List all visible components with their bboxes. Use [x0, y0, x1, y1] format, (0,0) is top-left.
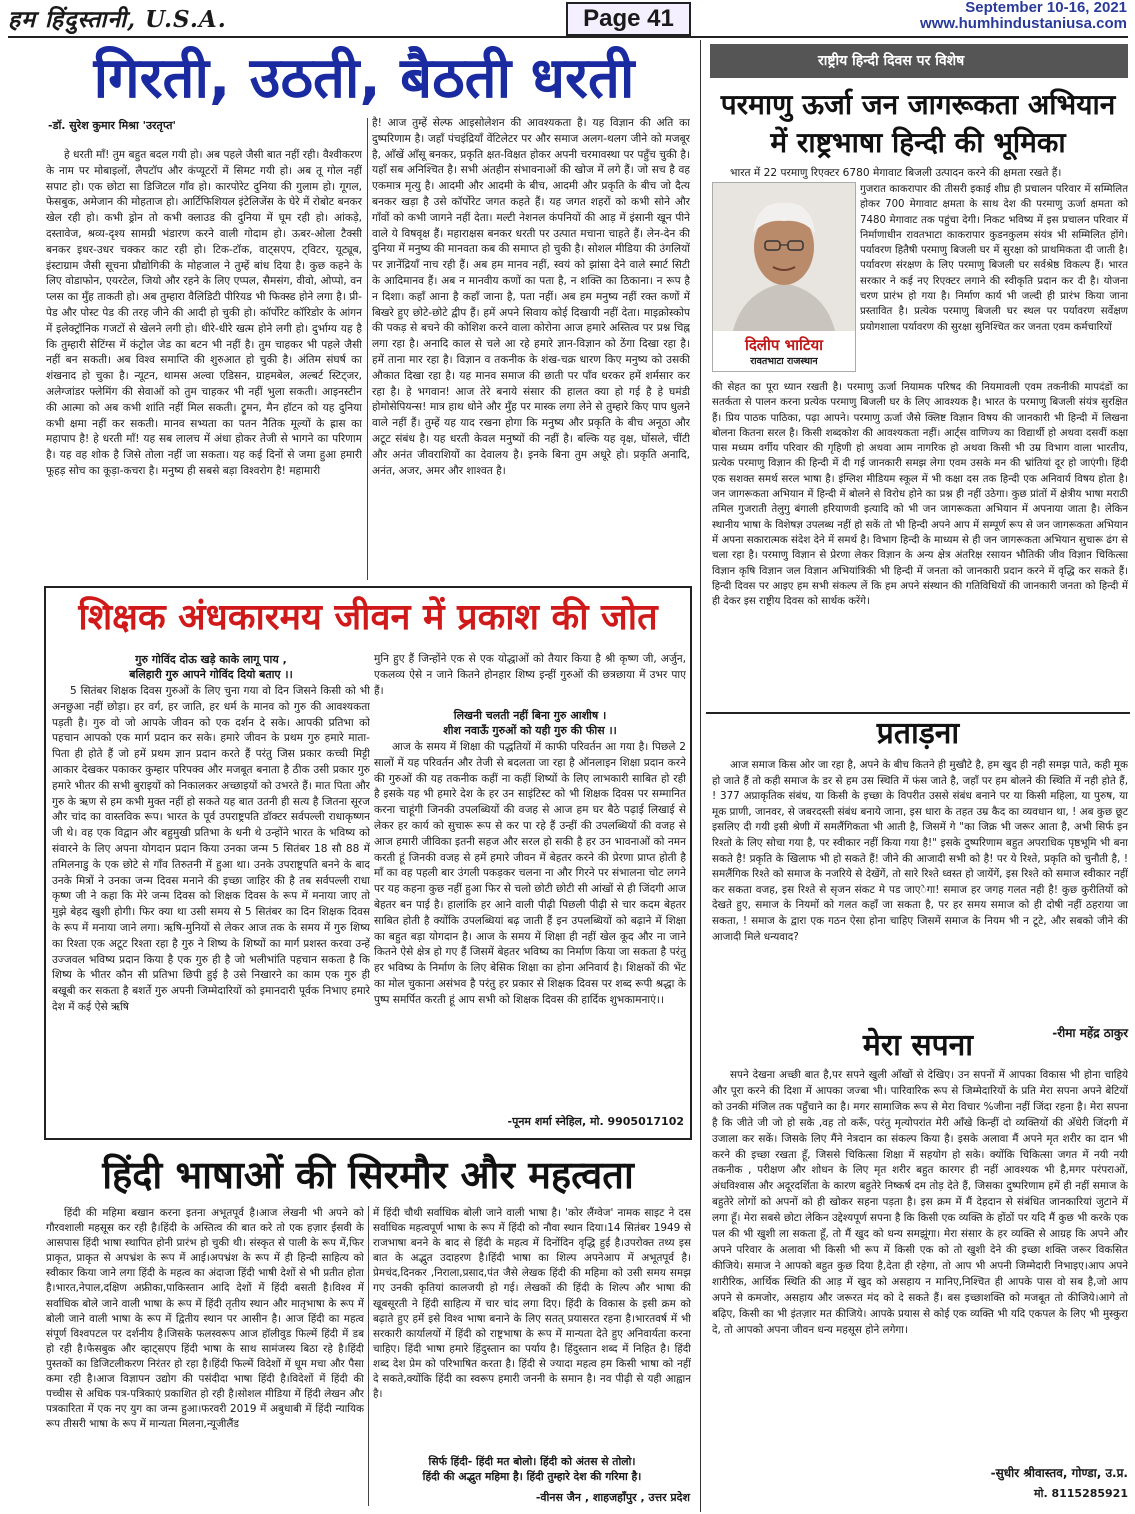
- slogan-line2: हिंदी की अद्भुत महिमा है। हिंदी तुम्हारे देश की गरिमा है।: [422, 1470, 642, 1483]
- slogan: [373, 1454, 691, 1484]
- article5-headline: प्रताड़ना: [876, 716, 960, 751]
- photo-caption-place: रावतभाटा राजस्थान: [750, 356, 818, 367]
- article6-author: -सुधीर श्रीवास्तव, गोण्डा, उ.प्र.: [990, 1466, 1128, 1480]
- article2-headline: शिक्षक अंधकारमय जीवन में प्रकाश की जोत: [78, 597, 658, 638]
- article3-col1: [46, 1206, 364, 1510]
- couplet-line1: गुरु गोविंद दोऊ खड़े काके लागू पाय ,: [135, 653, 287, 666]
- author-photo: [713, 183, 855, 331]
- couplet-line2: बलिहारी गुरु आपने गोविंद दियो बताए ।।: [129, 668, 293, 681]
- masthead-rule: [8, 36, 1128, 38]
- article5-text: आज समाज किस ओर जा रहा है, अपने के बीच कितने ही मुखौटे है, हम खुद ही नही समझ पाते, कही मूक हो जाते हैं तो कही समाज के डर से हम उस स्थिति में फंस जाते है, जहाँ पर हम बोलने की स्थिति में नही होते हैं, ! 377 अप्राकृतिक संबंध, या किसी के इच्छा के विपरीत उससे संबंध बनाने पर या किसी महिला, या पुरुष, या मूक प्राणी, जानवर, से जबरदस्ती संबंध बनाये जाना, इस धारा के तहत उम्र कैद का व्यवधान था, ! अब कुछ छूट इसलिए दी गयी इसी श्रेणी में समलैंगिकता भी आती है, जिसमें गे "का जिक्र भी जरूर आता है, अभी सिर्फ इन रिश्तो के लिए सोचा गया है, पर स्वीकार नहीं किया गया है!" इसके दुष्परिणाम बहुत अपराधिक पृष्ठभूमि भी बना सकते है! प्रकृति के खिलाफ भी हो सकते हैं! जीने की आजादी सभी को है! पर ये रिश्ते, प्रकृति को चुनौती है, ! समलैंगिक रिश्ते को समाज के नजरिये से देखेंगें, तो सारे रिश्ते ध्वस्त हो जायेंगें, इस रिश्ते को समाज स्वीकार नहीं कर सकता वजह, इस रिश्ते से सृजन संकट मे पड जाएेगा! समाज हर जगह गलत नही है! कुछ कुरीतियों को देखते हुए, समाज के नियमों को गलत कहाँ जा सकता है, पर हर समय समाज को ही दोषी नहीं ठहराया जा सकता, ! समाज के द्वारा एक गठन ऐसा होना चाहिए जिसमें समाज के नियम भी न टूटे, और सबको जीने की आजादी मिले धन्यवाद?: [712, 759, 1128, 943]
- article4-headline-line1: परमाणु ऊर्जा जन जागरूकता अभियान: [720, 88, 1116, 121]
- article4-side: [860, 182, 1128, 380]
- article4-body-text: की सेहत का पूरा ध्यान रखती है। परमाणु ऊर्जा नियामक परिषद की नियमावली एवम तकनीकी मापदंडों का सतर्कता से पालन करना प्रत्येक परमाणु बिजली घर के लिए आवश्यक है। भारत के परमाणु बिजली संयंत्र सुरक्षित हैं। प्रिय पाठक पाठिका, पढ़ा आपने। परमाणु ऊर्जा जैसे क्लिष्ट विज्ञान विषय की जानकारी भी हिन्दी में लिखना बोलना कितना सरल है। किसी शब्दकोश की आवश्यकता नहीं। आर्ट्स वाणिज्य का विद्यार्थी हो अथवा दसवीं कक्षा पास मध्यम वर्गीय परिवार की गृहिणी हो अथवा आम नागरिक हो अथवा किसी भी उम्र विभाग वाला भारतीय, प्रत्येक परमाणु विज्ञान की हिन्दी में दी गई जानकारी समझ लेगा एवम उसके मन की भ्रांतियां दूर हो जाएंगी। हिंदी एक सशक्त समर्थ सरल भाषा है। इंग्लिश मीडियम स्कूल में भी कक्षा दस तक हिन्दी एक अनिवार्य विषय होता है। जन जागरूकता अभियान में हिन्दी में बोलने से विरोध होने का प्रश्न ही नहीं उठेगा। कुछ प्रांतों में क्षेत्रीय भाषा मराठी तमिल गुजराती तेलुगु बंगाली हरियाणवी इत्यादि को भी जन जागरूकता अभियान में अपनाया जाता है। लेकिन स्थानीय भाषा के विशेषज्ञ उपलब्ध नहीं हो सकें तो भी हिन्दी अपने आप में सम्पूर्ण रूप से जन जागरूकता अभियान में अपना सकारात्मक संदेश देने में समर्थ है। विभाग हिन्दी के माध्यम से ही जन जागरूकता अभियान सुचारू ढंग से चला रहा है। परमाणु विज्ञान से प्रेरणा लेकर विज्ञान के अन्य क्षेत्र अंतरिक्ष रसायन भौतिकी जीव विज्ञान चिकित्सा विज्ञान कृषि विज्ञान जल विज्ञान अभियांत्रिकी भी हिन्दी में जनता को जानकारी प्रदान करने में वृद्धि कर सकते हैं। हिन्दी दिवस पर आइए हम सभी संकल्प लें कि हम अपने संस्थान की गतिविधियों की जानकारी जनता को हिन्दी में ही देकर इस राष्ट्रीय दिवस को सार्थक करेंगे।: [712, 382, 1128, 608]
- article4-headline-line2: में राष्ट्रभाषा हिन्दी की भूमिका: [770, 126, 1066, 159]
- article1-author: -डॉ. सुरेश कुमार मिश्रा 'उरतृप्त': [48, 119, 176, 132]
- article2-author: -पूनम शर्मा स्नेहिल, मो. 9905017102: [507, 1115, 684, 1128]
- article5-author: -रीमा महेंद्र ठाकुर: [1052, 1026, 1128, 1040]
- author-photo-frame: [712, 182, 856, 372]
- article2-col1: [52, 684, 370, 1132]
- article4-banner: राष्ट्रीय हिन्दी दिवस पर विशेष: [710, 44, 1128, 78]
- article1-text1: हे धरती माँ! तुम बहुत बदल गयी हो। अब पहले जैसी बात नहीं रही। वैश्वीकरण के नाम पर मोबाइलों, लैपटॉप और कंप्यूटरों में सिमट गयी हो। अब तू गोल नहीं सपाट हो। एक छोटा सा डिजिटल गाँव हो। कारपोरेट दुनिया की गुलाम हो। गूगल, फेसबुक, अमेजान की मोहताज हो। आर्टिफिशियल इंटेलिजेंस के घेरे में रोबोट बनकर खेल रही हो। कभी ड्रोन तो कभी क्लाउड की दुनिया में घूम रही हो। आंकड़े, दस्तावेज, श्रव्य-दृश्य सामग्री भंडारण करने वाली गोदाम हो। ऊबर-ओला टैक्सी बनकर इधर-उधर चक्कर काट रही हो। टिक-टॉक, वाट्सएप, ट्विटर, यूट्यूब, इंस्टाग्राम जैसी सूचना प्रौद्योगिकी के मोहजाल ने तुम्हें बांध दिया है। कुछ कहने के लिए वोडाफोन, एयरटेल, जियो और रहने के लिए एप्पल, सैमसंग, वीवो, ओप्पो, वन प्लस का मुँह ताकती हो। अब तुम्हारा वैलिडिटी पीरियड भी फिक्स्ड होने लगा है। प्री-पेड और पोस्ट पेड की तरह जीने की आदी हो चुकी हो। कॉर्पोरेट कॉरिडोर के आंगन में इलेक्ट्रॉनिक गजटों से खेलने लगी हो। धीरे-धीरे खत्म होने लगी हो। दुर्भाग्य यह है कि तुम्हारी सेटिंग्स में कंट्रोल जेड का बटन भी नहीं है। तुम चाहकर भी पहले जैसी नहीं बन सकती। अब विश्व समाप्ति की शुरुआत हो चुकी है। अंतिम संघर्ष का शंखनाद हो चुका है। न्यूटन, थामस अल्वा एडिसन, ग्राहमबेल, अल्बर्ट स्टिट्जर, अलेग्जांडर फ्लेमिंग की सेवाओं को तुम चाहकर भी नहीं भुला सकती। आइनस्टीन की आत्मा को अब कभी शांति नहीं मिल सकती। ट्रूमन, मैन हॉटन को यह दुनिया कभी क्षमा नहीं कर सकती। मानव सभ्यता का पतन नैतिक मूल्यों के ह्रास का महापाप है! हे धरती माँ! यह सब लालच में अंधा होकर तेजी से भागने का परिणाम है। यह वह शोक है जिसे तोला नहीं जा सकता। यह कई दिनों से जमा हुआ हमारी फूहड़ सोच का कूड़ा-कचरा है। मनुष्य ही सबसे बड़ा विश्वरोग है! महामारी: [46, 149, 362, 477]
- page-number: Page 41: [566, 2, 691, 36]
- couplet: [52, 652, 370, 682]
- article1-text2: है! आज तुम्हें सेल्फ आइसोलेशन की आवश्यकता है। यह विज्ञान की अति का दुष्परिणाम है। जहाँ पंचइंद्रियाँ वेंटिलेटर पर और समाज अलग-थलग जीने को मजबूर है, आँखें आँसू बनकर, प्रकृति क्षत-विक्षत होकर अपनी चरमावस्था पर पहुँच चुकी है। यहाँ सब अनिश्चित है। सभी अंतहीन संभावनाओं की खोज में लगे हैं। जो सच है वह एकमात्र मृत्यु है। आदमी और आदमी के बीच, आदमी और प्रकृति के बीच जो दैत्य बनकर खड़ा है उसे कॉर्पोरेट जगत कहते हैं। यह जगत शहरों को कभी सोने और गाँवों को कभी जागने नहीं देता। मल्टी नेशनल कंपनियों की आड़ में इंसानी खून पीने वाले ये विषवृक्ष हैं। महाराक्षस बनकर धरती पर उत्पात मचाना चाहते हैं। लेन-देन की दुनिया में मनुष्य की मानवता कब की समाप्त हो चुकी है। सोशल मीडिया की उंगलियों पर ज्ञानेंद्रियाँ नाच रही हैं। अब हम मानव नहीं, स्वयं को झांसा देने वाले स्मार्ट सिटी के आदिमानव हैं। अब न मानवीय कणों का पता है, न शक्ति का ठिकाना। न रूप है न दिशा। कहाँ आना है कहाँ जाना है, पता नहीं। अब हम मनुष्य नहीं रक्त कणों में बिखरे हुए छोटे-छोटे द्वीप हैं। हमें अपने सिवाय कोई दिखायी नहीं देता। माइक्रोस्कोप की पकड़ से बचने की कोशिश करने वाला कोरोना आज हमारे अस्तित्व पर प्रश्न चिह्न लगा रहा है। अनादि काल से चले आ रहे हमारे ज्ञान-विज्ञान को ठेंगा दिखा रहा है। हमें ताना मार रहा है। विज्ञान व तकनीक के शंख-चक्र धारण किए मनुष्य को उसकी औकात दिखा रहा है। यह मानव समाज की छाती पर पाँव धरकर हमें शर्मसार कर रहा है। हे भगवान! आज तेरे बनाये संसार की हालत क्या हो गई है हे घमंडी होमोसेपियन्स! मात्र हाथ धोने और मुँह पर मास्क लगा लेने से तुम्हारे किए पाप धुलने वाले नहीं हैं। तुम्हें यह याद रखना होगा कि मनुष्य और प्रकृति के बीच अनूठा और अटूट संबंध है। यह धरती केवल मनुष्यों की नहीं है। बल्कि यह वृक्ष, घोंसले, चींटी और अनंत जीवराशियों का देवालय है। इनके बिना तुम अधूरे हो। प्रकृति अनादि, अनंत, अजर, अमर और शाश्वत है।: [372, 117, 690, 477]
- article3-headline: हिंदी भाषाओं की सिरमौर और महत्वता: [102, 1153, 634, 1197]
- column-divider: [368, 1206, 369, 1506]
- article6-text: सपने देखना अच्छी बात है,पर सपने खुली आँखों से देखिए। उन सपनों में आपका विकास भी होना चाहिये और पूरा करने की दिशा में आपका जज्बा भी। पारिवारिक रूप से जिम्मेदारियों के प्रति मेरा सपना अपने बेटियों को उनकी मंजिल तक पहुँचाने का है। मगर सामाजिक रूप से मेरा विचार %जीना नहीं जिंदा रहना है। मेरा सपना है कि जीते जी जो हो सके ,वह तो करूँ, परंतु मृत्योपरांत मेरी आँखे किन्हीं दो व्यक्तियों की अँधेरी जिंदगी में उजाला कर सकें। जिसके लिए मैंने नेत्रदान का संकल्प किया है। इसके अलावा मैं अपने मृत शरीर का दान भी करने की इच्छा रखता हूँ, जिससे चिकित्सा शिक्षा में सहयोग हो सके। क्योंकि चिकित्सा जगत में नयी नयी तकनीक , परीक्षण और शोधन के लिए मृत शरीर बहुत कारगर ही नहीं आवश्यक भी है,मगर परंपराओं, अंधविश्वास और अदूरदर्शिता के कारण बहुतेरे निष्कर्ष दम तोड़ देते हैं, जिसका दुष्परिणाम हमें ही नहीं समाज के बहुतेरे लोगों को अपनों को ही खोकर सहना पड़ता है। इस क्रम में मैं देहदान से संबंधित जानकारियां जुटाने में लगा हूँ। मेरा सबसे छोटा लेकिन उद्देश्यपूर्ण सपना है कि किसी एक व्यक्ति के होंठों पर यदि मैं कुछ भी करके एक पल की भी खुशी ला सकता हूँ, तो मैं खुद को धन्य समझूंगा। मेरा संसार के हर व्यक्ति से आग्रह कि अपने और अपने परिवार के अलावा भी किसी भी रूप में किसी एक को तो खुशी देने की इच्छा शक्ति जरूर विकसित कीजिये। समाज ने आपको बहुत कुछ दिया है,देता ही रहेगा, तो आप भी अपनी जिम्मेदारी निभाइए।आप अपने शारीरिक, आर्थिक स्थिति की आड़ में खुद को असहाय न मानिए,निश्चित ही आपके पास वो सब है,जो आप अपने से कमजोर, असहाय और जरूरत मंद को दे सकते हैं। बस इच्छाशक्ति को मजबूत तो कीजिये।आगे तो बढ़िए, किसी का भी इंतज़ार मत कीजिये। आपके प्रयास से कोई एक व्यक्ति भी यदि एकपल के लिए भी मुस्कुरा दे, तो आपको अपना जीवन धन्य महसूस होने लगेगा।: [712, 1069, 1128, 1336]
- article3-text1: हिंदी की महिमा बखान करना इतना अभूतपूर्व है।आज लेखनी भी अपने को गौरवशाली महसूस कर रही है।हिंदी के अस्तित्व की बात करे तो एक हज़ार ईसवी के आसपास हिंदी भाषा स्थापित होनी प्रारंभ हो चुकी थी। संस्कृत से पाली के रूप में,फिर प्राकृत, प्राकृत से अपभ्रंश के रूप में आई।अपभ्रंश के रूप में ही हिन्दी साहित्य को स्वीकार किया जाने लगा हिंदी के महत्व का अंदाजा हिंदी भाषी देशों से भी प्रतीत होता है।भारत,नेपाल,दक्षिण अफ्रीका,पाकिस्तान आदि देशों में हिंदी बसती है।विश्व में सर्वाधिक बोले जाने वाली भाषा के रूप में हिंदी तृतीय स्थान और मातृभाषा के रूप में बोली जाने वाली भाषा के रूप में द्वितीय स्थान पर आसीन है। आज हिंदी का महत्व संपूर्ण विश्वपटल पर दर्शनीय है।जिसके फलस्वरूप आज हॉलीवुड फिल्में हिंदी में डब हो रही है।फेसबुक और व्हाट्सएप हिंदी भाषा के साथ सामंजस्य बिठा रहे है।हिंदी पुस्तकों का डिजिटलीकरण निरंतर हो रहा है।हिंदी फिल्में विदेशों में धूम मचा और पैसा कमा रही है।आज विज्ञापन उद्योग की पसंदीदा भाषा हिंदी है।विदेशों में हिंदी की पच्चीस से अधिक पत्र-पत्रिकाएं प्रकाशित हो रही है।सोशल मीडिया में हिंदी लेखन और पत्रकारिता में एक नए युग का जन्म हुआ।फरवरी 2019 में अबुधाबी में हिंदी न्यायिक रूप तीसरी भाषा के रूप में मान्यता मिलना,न्यूजीलैंड: [46, 1207, 364, 1431]
- issue-date: September 10-16, 2021: [965, 0, 1127, 16]
- slogan-line1: सिर्फ हिंदी- हिंदी मत बोलो। हिंदी को अंतस से तोलो।: [428, 1455, 636, 1468]
- article1-col2: [372, 116, 690, 580]
- article2-text2b: आज के समय में शिक्षा की पद्धतियों में काफी परिवर्तन आ गया है। पिछले 2 सालों में यह परिवर्तन और तेजी से बदलता जा रहा है ऑनलाइन शिक्षा प्रदान करने की गुरुओं की यह तकनीक कहीं ना कहीं शिष्यों के लिए लाभकारी साबित हो रही है इसके यह भी हमारे देश के हर उन साइंटिस्ट को भी शिक्षक दिवस पर सम्मानित करना चाहूंगी जिनकी उपलब्धियों की वजह से आज हम घर बैठे पढ़ाई लिखाई से लेकर हर कार्य को सुचारू रूप से कर पा रहे हैं उन्हीं की उपलब्धियों की वजह से आज हमारी जीविका इतनी सहज और सरल हो सकी है हर उन भावनाओं को नमन करती हूं जिनकी वजह से हमें हमारे जीवन में बेहतर करने की प्रेरणा प्राप्त होती है माँ का वह पहली बार उंगली पकड़कर चलना ना और गिरने पर संभालना चोट लगने पर यह कहना कुछ नहीं हुआ फिर से चलो छोटी छोटी सी आंखों से ही जिंदगी आज बेहतर बन पाई है। हालांकि हर आने वाली पीढ़ी पिछली पीढ़ी से चार कदम बेहतर साबित होती है क्योंकि उपलब्धियां बढ़ जाती हैं इन उपलब्धियों को बढ़ाने में शिक्षा का बहुत बड़ा योगदान है। आज के समय में शिक्षा ही नहीं खेल कूद और ना जाने कितने ऐसे क्षेत्र हो गए हैं जिसमें बेहतर भविष्य का निर्माण किया जा सकता है परंतु हर भविष्य के निर्माण के लिए बेसिक शिक्षा का होना अनिवार्य है। शिक्षकों की भेंट का मोल चुकाना असंभव है परंतु हर प्रकार से शिक्षक दिवस पर शब्द रूपी श्रद्धा के पुष्प समर्पित करती हूं आप सभी को शिक्षक दिवस की हार्दिक शुभकामनाएं।।: [374, 741, 686, 1006]
- article6-headline: मेरा सपना: [862, 1028, 974, 1063]
- article4-body: [712, 380, 1128, 710]
- photo-caption-name: दिलीप भाटिया: [744, 336, 824, 354]
- quote-line2: शीश नवाऊँ गुरुओं को यही गुरु की फीस ।।: [443, 724, 617, 737]
- article2-col2a: [374, 652, 686, 706]
- article3-text2: में हिंदी चौथी सर्वाधिक बोली जाने वाली भाषा है। 'कोर लैंग्वेज' नामक साइट ने दस सर्वाधिक महत्वपूर्ण भाषा के रूप में हिंदी को नौवा स्थान दिया।14 सितंबर 1949 से राजभाषा बनने के बाद से हिंदी के महत्व में दिनोंदिन वृद्धि हुई है।उपरोक्त तथ्य इस बात के अद्भुत उदाहरण है।हिंदी भाषा का शिल्प अपनेआप में अभूतपूर्व है।प्रेमचंद,दिनकर ,निराला,प्रसाद,पंत जैसे लेखक हिंदी की महिमा को उसी समय समझ गए उनकी कृतियां कालजयी हो गई। लेखकों की हिंदी के शिल्प और भाषा की खूबसूरती ने हिंदी साहित्य में चार चांद लगा दिए। हिंदी के विकास के इसी क्रम को बढ़ाते हुए हमें इसे विश्व भाषा बनाने के लिए सतत् प्रयासरत रहना है।भारतवर्ष में भी सरकारी कार्यालयों में हिंदी को राष्ट्रभाषा के रूप में मान्यता देते हुए अनिवार्यता करना चाहिए। हिंदी भाषा हमारे हिंदुस्तान का पर्याय है। हिंदुस्तान शब्द में निहित है। हिंदी शब्द देश प्रेम को परिभाषित करता है। हिंदी से ज्यादा महत्व हम किसी भाषा को नहीं दे सकते,क्योंकि हिंदी का स्वरूप हमारी जननी के समान है। नव पीढ़ी से यही आह्वान है।: [373, 1207, 691, 1401]
- article6-mobile: मो. 8115285921: [1034, 1487, 1128, 1500]
- column-divider: [367, 118, 368, 580]
- article2-text1: 5 सितंबर शिक्षक दिवस गुरुओं के लिए चुना गया वो दिन जिसने किसी को भी अनछुआ नहीं छोड़ा। हर वर्ग, हर जाति, हर धर्म के मानव को गुरु की आवश्यकता पड़ती है। गुरु वो जो आपके जीवन को एक दर्शन दे सके। आपकी प्रतिभा को पहचान आपको एक मार्ग प्रदान कर सके। हमारे जीवन के प्रथम गुरु हमारे माता-पिता ही होते हैं जो हमें प्रथम ज्ञान प्रदान करते हैं परंतु जिस प्रकार कच्ची मिट्टी आकार देखकर पकाकर कुम्हार परिपक्व और मजबूत बनाता है ठीक उसी प्रकार गुरु हमारे भीतर की सभी बुराइयों को निकालकर अच्छाइयों को उभरते हैं। मात पिता और गुरु के ऋण से हम कभी मुक्त नहीं हो सकते यह बात उतनी ही सत्य है जितना सूरज और चांद का वास्तविक रूप। भारत के पूर्व उपराष्ट्रपति डॉक्टर सर्वपल्ली राधाकृष्णन जी थे। वह एक विद्वान और बहुमुखी प्रतिभा के धनी थे उन्होंने भारत के भविष्य को संवारने के लिए अपना योगदान प्रदान किया उनका जन्म 5 सितंबर 18 सौ 88 में तमिलनाडु के एक छोटे से गाँव तिरुतनी में हुआ था। उनके उपराष्ट्रपति बनने के बाद उनके मित्रों ने उनका जन्म दिवस मनाने की इच्छा जाहिर की है तब सर्वपल्ली राधा कृष्ण जी ने कहा कि मेरे जन्म दिवस को शिक्षक दिवस के रूप में मनाया जाए तो मुझे बेहद खुशी होगी। फिर क्या था उसी समय से 5 सितंबर का दिन शिक्षक दिवस के रूप में मनाया जाने लगा। ऋषि-मुनियों से लेकर आज तक के समय में गुरु शिष्य का रिश्ता एक अटूट रिश्ता रहा है गुरु ने शिष्य के शिष्यों का मार्ग प्रशस्त करवा उन्हें उज्जवल भविष्य प्रदान किया है एक गुरु ही है जो भलीभांति पहचान सकता है कि शिष्य के भीतर कौन सी प्रतिभा छिपी हुई है उसे निखारने का काम एक गुरु ही बखूबी कर सकता है बशर्ते गुरु अपनी जिम्मेदारियों को इमानदारी पूर्वक निभाए हमारे देश में कई ऐसे ऋषि: [52, 685, 370, 1013]
- article5-body: [712, 758, 1128, 1022]
- article2-text2a: मुनि हुए हैं जिन्होंने एक से एक योद्धाओं को तैयार किया है श्री कृष्ण जी, अर्जुन, एकलव्य ऐसे न जाने कितने होनहार शिष्य इन्हीं गुरुओं की छत्रछाया में उभर पाए हैं।: [374, 653, 686, 697]
- article1-col1: [46, 148, 362, 580]
- date-block: [920, 0, 1127, 32]
- quote-line1: लिखनी चलती नहीं बिना गुरु आशीष ।: [453, 709, 607, 722]
- article2-col2b: [374, 740, 686, 1112]
- article3-author: -वीनस जैन , शाहजहाँपुर , उत्तर प्रदेश: [535, 1491, 690, 1504]
- article4-headline: [706, 86, 1130, 162]
- article1-headline: गिरती, उठती, बैठती धरती: [93, 46, 635, 111]
- masthead-title: हम हिंदुस्तानी, U.S.A.: [8, 6, 227, 33]
- article4-side-text: गुजरात काकरापार की तीसरी इकाई शीघ्र ही प्रचालन परिवार में सम्मिलित होकर 700 मेगावाट क्षमता के साथ देश की परमाणु ऊर्जा क्षमता को 7480 मेगावाट तक पहुंचा देगी। निकट भविष्य में इस प्रचालन परिवार में निर्माणाधीन रावतभाटा काकरापार कुडनकुलम संयंत्र भी सम्मिलित होंगे। पर्यावरण हितैषी परमाणु बिजली घर में सुरक्षा को प्राथमिकता दी जाती है। पर्यावरण संरक्षण के लिए परमाणु बिजली घर सर्वश्रेष्ठ विकल्प हैं। भारत सरकार ने कई नए रिएक्टर लगाने की स्वीकृति प्रदान कर दी है। योजना चरण प्रारंभ हो गया है। निर्माण कार्य भी जल्दी ही प्रारंभ किया जाना प्रस्तावित है। प्रत्येक परमाणु बिजली घर स्थल पर पर्यावरण सर्वेक्षण प्रयोगशाला पर्यावरण की सुरक्षा सुनिश्चित कर जनता एवम कर्मचारियों: [860, 184, 1128, 333]
- website-url[interactable]: www.humhindustaniusa.com: [920, 15, 1127, 32]
- article6-body: [712, 1068, 1128, 1450]
- page-divider: [700, 40, 701, 1512]
- article3-col2: [373, 1206, 691, 1452]
- article4-lead-text: भारत में 22 परमाणु रिएक्टर 6780 मेगावाट बिजली उत्पादन करने की क्षमता रखते हैं।: [730, 167, 1062, 179]
- quote: [374, 708, 686, 738]
